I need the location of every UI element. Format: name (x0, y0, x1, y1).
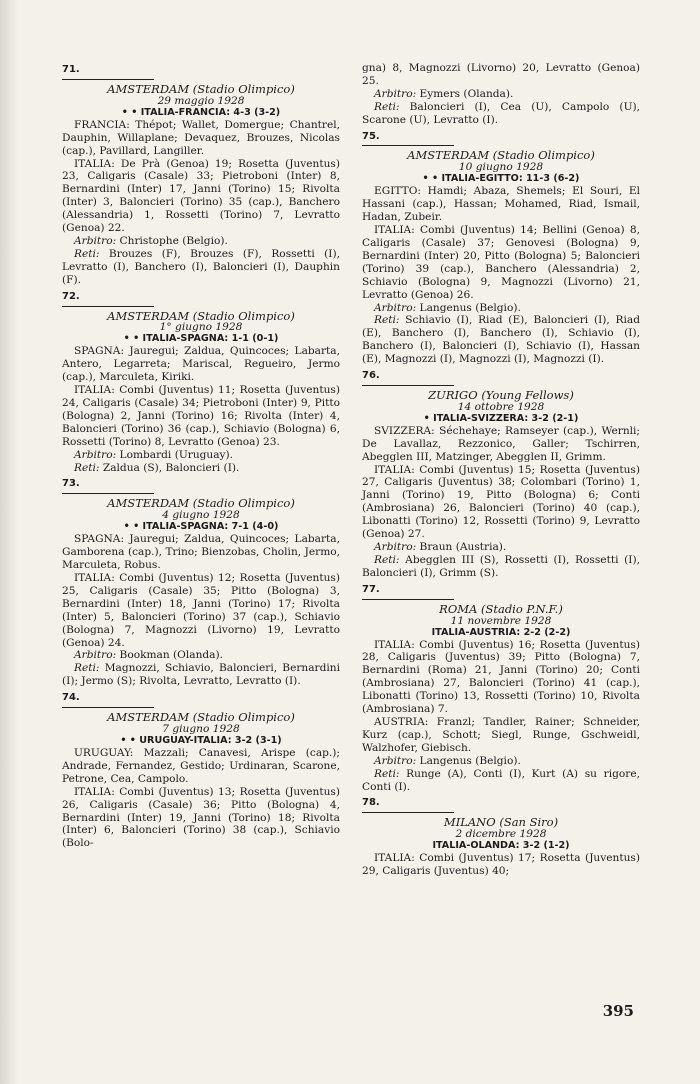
lineup-paragraph: AUSTRIA: Franzl; Tandler, Rainer; Schneider, Kurz (cap.), Schott; Siegl, Runge, Gschweidl, Walzhofer, Giebisch. (362, 715, 640, 754)
match-number: 77. (362, 583, 380, 595)
match-number: 72. (62, 290, 80, 302)
lineup-paragraph: SPAGNA: Jauregui; Zaldua, Quincoces; Labarta, Gamborena (cap.), Trino; Bienzobas, Cholin, Jermo, Marculeta, Robus. (62, 533, 340, 572)
lineup-continuation: gna) 8, Magnozzi (Livorno) 20, Levratto (Genoa) 25. (362, 62, 640, 87)
referee-line: Arbitro: Christophe (Belgio). (74, 234, 228, 247)
divider (62, 79, 154, 80)
match-date: 11 novembre 1928 (450, 614, 552, 627)
match-date: 14 ottobre 1928 (457, 400, 545, 413)
match-entry (362, 370, 640, 580)
lineup-paragraph: SVIZZERA: Séchehaye; Ramseyer (cap.), Wernli; De Lavallaz, Rezzonico, Galler; Tschirren, Abegglen III, Matzinger, Abegglen II, Grimm. (362, 424, 640, 463)
lineup-paragraph: ITALIA: Combi (Juventus) 14; Bellini (Genoa) 8, Caligaris (Casale) 37; Genovesi (Bologna) 9, Bernardini (Inter) 20, Pitto (Bologna) 5; Baloncieri (Torino) 39 (cap.), Banchero (Alessandria) 2, Schiavio (Bologna) 9, Magnozzi (Livorno) 21, Levratto (Genoa) 26. (362, 224, 640, 301)
left-column (62, 60, 340, 850)
lineup-paragraph: FRANCIA: Thépot; Wallet, Domergue; Chantrel, Dauphin, Willaplane; Devaquez, Brouzes, Nicolas (cap.), Pavillard, Langiller. (62, 118, 340, 157)
goals-line: Reti: Magnozzi, Schiavio, Baloncieri, Bernardini (I); Jermo (S); Rivolta, Levratto, Levratto (I). (62, 662, 340, 688)
lineup-paragraph: ITALIA: Combi (Juventus) 13; Rosetta (Juventus) 26, Caligaris (Casale) 36; Pitto (Bologna) 4, Bernardini (Inter) 19, Janni (Torino) 18; Rivolta (Inter) 6, Baloncieri (Torino) 38 (cap.), Schiavio (Bolo- (62, 785, 340, 850)
match-venue: AMSTERDAM (Stadio Olimpico) (107, 496, 295, 511)
match-result: • • ITALIA-SPAGNA: 1-1 (0-1) (123, 333, 279, 345)
match-venue: AMSTERDAM (Stadio Olimpico) (107, 308, 295, 323)
lineup-paragraph: ITALIA: Combi (Juventus) 12; Rosetta (Juventus) 25, Caligaris (Casale) 35; Pitto (Bologna) 3, Bernardini (Inter) 18, Janni (Torino) 17; Rivolta (Inter) 5, Baloncieri (Torino) 37 (cap.), Schiavio (Bologna) 7, Magnozzi (Livorno) 19, Levratto (Genoa) 24. (62, 572, 340, 649)
goals-line: Reti: Runge (A), Conti (I), Kurt (A) su rigore, Conti (I). (362, 767, 640, 793)
match-number: 78. (362, 797, 380, 809)
divider (362, 599, 454, 600)
lineup-paragraph: URUGUAY: Mazzali; Canavesi, Arispe (cap.); Andrade, Fernandez, Gestido; Urdinaran, Scarone, Petrone, Cea, Campolo. (62, 746, 340, 785)
match-entry (362, 131, 640, 367)
divider (62, 707, 154, 708)
match-entry (362, 797, 640, 878)
lineup-paragraph: ITALIA: Combi (Juventus) 11; Rosetta (Juventus) 24, Caligaris (Casale) 34; Pietroboni (Inter) 9, Pitto (Bologna) 2, Janni (Torino) 16; Rivolta (Inter) 4, Baloncieri (Torino) 36 (cap.), Schiavio (Bologna) 6, Rossetti (Torino) 8, Levratto (Genoa) 23. (62, 384, 340, 448)
match-date: 29 maggio 1928 (157, 94, 245, 107)
match-number: 74. (62, 692, 80, 704)
lineup-paragraph: ITALIA: Combi (Juventus) 16; Rosetta (Juventus) 28, Caligaris (Juventus) 39; Pitto (Bologna) 7, Bernardini (Roma) 21, Janni (Torino) 20; Conti (Ambrosiana) 27, Baloncieri (Torino) 41 (cap.), Libonatti (Torino) 13, Rossetti (Torino) 10, Rivolta (Ambrosiana) 7. (362, 638, 640, 716)
divider (62, 306, 154, 307)
match-number: 71. (62, 64, 80, 75)
goals-line: Reti: Zaldua (S), Baloncieri (I). (74, 461, 240, 474)
divider (362, 385, 454, 386)
divider (362, 145, 454, 146)
referee-line: Arbitro: Lombardi (Uruguay). (74, 448, 234, 461)
goals-line: Reti: Brouzes (F), Brouzes (F), Rossetti (I), Levratto (I), Banchero (I), Baloncieri (I), Dauphin (F). (62, 247, 340, 286)
referee-line: Arbitro: Braun (Austria). (374, 541, 507, 553)
match-date: 7 giugno 1928 (162, 722, 240, 735)
match-result: • • ITALIA-EGITTO: 11-3 (6-2) (422, 173, 580, 185)
match-number: 75. (362, 130, 380, 142)
referee-line: Arbitro: Langenus (Belgio). (374, 754, 521, 767)
match-entry (362, 584, 640, 794)
referee-line: Arbitro: Eymers (Olanda). (374, 87, 514, 100)
lineup-paragraph: ITALIA: De Prà (Genoa) 19; Rosetta (Juventus) 23, Caligaris (Casale) 33; Pietroboni (Inter) 8, Bernardini (Inter) 17, Janni (Torino) 15; Rivolta (Inter) 3, Baloncieri (Torino) 35 (cap.), Banchero (Alessandria) 1, Rossetti (Torino) 7, Levratto (Genoa) 22. (62, 157, 340, 235)
goals-line: Reti: Abegglen III (S), Rossetti (I), Rossetti (I), Baloncieri (I), Grimm (S). (362, 553, 640, 579)
lineup-paragraph: SPAGNA: Jauregui; Zaldua, Quincoces; Labarta, Antero, Legarreta; Mariscal, Regueiro, Jermo (cap.), Marculeta, Kiriki. (62, 345, 340, 384)
goals-line: Reti: Baloncieri (I), Cea (U), Campolo (U), Scarone (U), Levratto (I). (362, 100, 640, 126)
match-continuation (362, 62, 640, 127)
divider (362, 812, 454, 813)
match-entry (62, 291, 340, 475)
match-venue: AMSTERDAM (Stadio Olimpico) (407, 148, 595, 163)
match-date: 4 giugno 1928 (162, 509, 240, 522)
match-entry (62, 64, 340, 287)
match-result: ITALIA-OLANDA: 3-2 (1-2) (432, 840, 570, 852)
right-column (362, 60, 640, 878)
referee-line: Arbitro: Langenus (Belgio). (374, 301, 521, 314)
match-venue: MILANO (San Siro) (443, 815, 559, 830)
match-result: • • ITALIA-SPAGNA: 7-1 (4-0) (123, 521, 279, 533)
match-number: 73. (62, 478, 80, 490)
match-date: 10 giugno 1928 (458, 161, 544, 174)
match-result: • ITALIA-SVIZZERA: 3-2 (2-1) (423, 412, 579, 424)
lineup-paragraph: EGITTO: Hamdi; Abaza, Shemels; El Souri, El Hassani (cap.), Hassan; Mohamed, Riad, Ismail, Hadan, Zubeir. (362, 185, 640, 224)
match-result: • • URUGUAY-ITALIA: 3-2 (3-1) (120, 734, 282, 746)
divider (62, 493, 154, 494)
page-number: 395 (602, 1002, 634, 1020)
match-date: 1° giugno 1928 (159, 321, 243, 334)
lineup-paragraph: ITALIA: Combi (Juventus) 17; Rosetta (Juventus) 29, Caligaris (Juventus) 40; (362, 852, 640, 878)
match-entry (62, 692, 340, 850)
lineup-paragraph: ITALIA: Combi (Juventus) 15; Rosetta (Juventus) 27, Caligaris (Juventus) 38; Colombari (Torino) 1, Janni (Torino) 19, Pitto (Bologna) 6; Conti (Ambrosiana) 26, Baloncieri (Torino) 40 (cap.), Libonatti (Torino) 12, Rossetti (Torino) 9, Levratto (Genoa) 27. (362, 463, 640, 541)
match-venue: AMSTERDAM (Stadio Olimpico) (107, 710, 295, 725)
match-result: ITALIA-AUSTRIA: 2-2 (2-2) (431, 626, 571, 638)
match-result: • • ITALIA-FRANCIA: 4-3 (3-2) (121, 106, 281, 118)
goals-line: Reti: Schiavio (I), Riad (E), Baloncieri (I), Riad (E), Banchero (I), Banchero (I), Schiavio (I), Banchero (I), Baloncieri (I), Schiavio (I), Hassan (E), Magnozzi (I), Magnozzi (I), Magnozzi (I). (362, 314, 640, 366)
match-venue: ROMA (Stadio P.N.F.) (439, 601, 563, 616)
book-binding-shadow (0, 0, 18, 1084)
referee-line: Arbitro: Bookman (Olanda). (74, 649, 223, 662)
match-number: 76. (362, 370, 380, 382)
match-date: 2 dicembre 1928 (455, 828, 547, 841)
match-venue: ZURIGO (Young Fellows) (428, 387, 574, 402)
match-entry (62, 478, 340, 688)
match-venue: AMSTERDAM (Stadio Olimpico) (107, 81, 295, 96)
